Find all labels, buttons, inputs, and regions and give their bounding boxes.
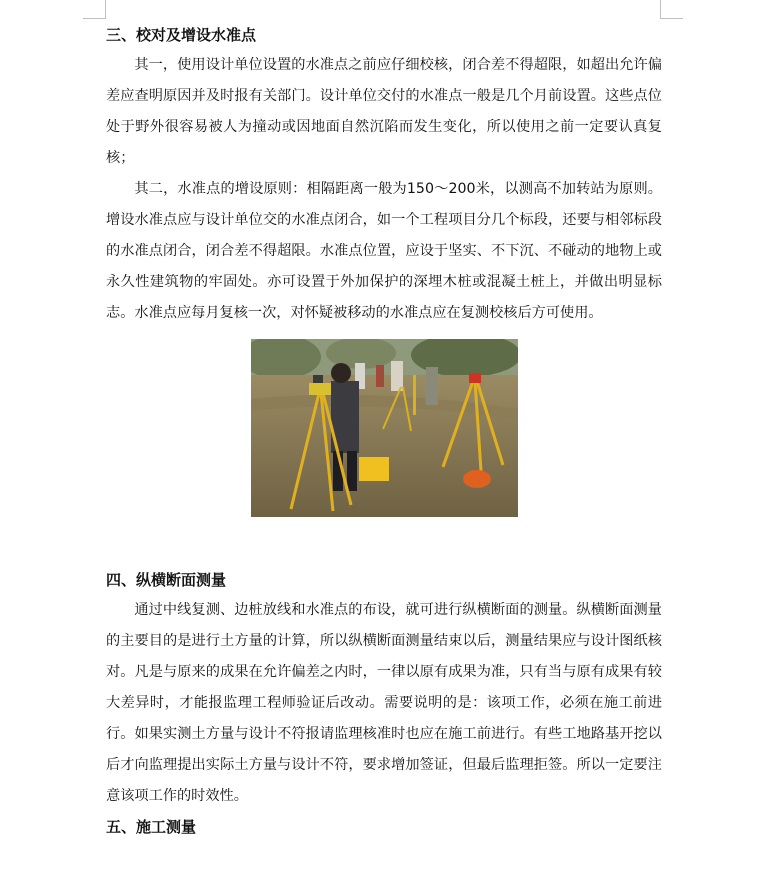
section-4-heading: 四、纵横断面测量 [106,571,227,589]
figure-container [106,339,662,517]
section-3-paragraph-2: 其二，水准点的增设原则：相隔距离一般为150～200米，以测高不加转站为原则。增设水准点应与设计单位交的水准点闭合，如一个工程项目分几个标段，还要与相邻标段的水准点闭合，闭合差不得超限。水准点位置，应设于坚实、不下沉、不碰动的地物上或永久性建筑物的牢固处。亦可设置于外加保护的深埋木桩或混凝土桩上，并做出明显标志。水准点应每月复核一次，对怀疑被移动的水准点应在复测校核后方可使用。 [106,181,662,321]
surveyors-photo [251,339,518,517]
document-page [106,20,662,842]
page-corner-mark-right [660,0,683,19]
section-4-paragraph-1: 通过中线复测、边桩放线和水准点的布设，就可进行纵横断面的测量。纵横断面测量的主要目的是进行土方量的计算，所以纵横断面测量结束以后，测量结果应与设计图纸核对。凡是与原来的成果在允许偏差之内时，一律以原有成果为准，只有当与原有成果有较大差异时，才能报监理工程师验证后改动。需要说明的是：该项工作，必须在施工前进行。如果实测土方量与设计不符报请监理核准时也应在施工前进行。有些工地路基开挖以后才向监理提出实际土方量与设计不符，要求增加签证，但最后监理拒签。所以一定要注意该项工作的时效性。 [106,602,662,804]
section-5-heading: 五、施工测量 [106,818,197,836]
page-corner-mark-left [83,0,106,19]
section-3-heading: 三、校对及增设水准点 [106,26,257,44]
section-3-paragraph-1: 其一，使用设计单位设置的水准点之前应仔细校核，闭合差不得超限，如超出允许偏差应查明原因并及时报有关部门。设计单位交付的水准点一般是几个月前设置。这些点位处于野外很容易被人为撞动或因地面自然沉陷而发生变化，所以使用之前一定要认真复核； [106,57,662,166]
